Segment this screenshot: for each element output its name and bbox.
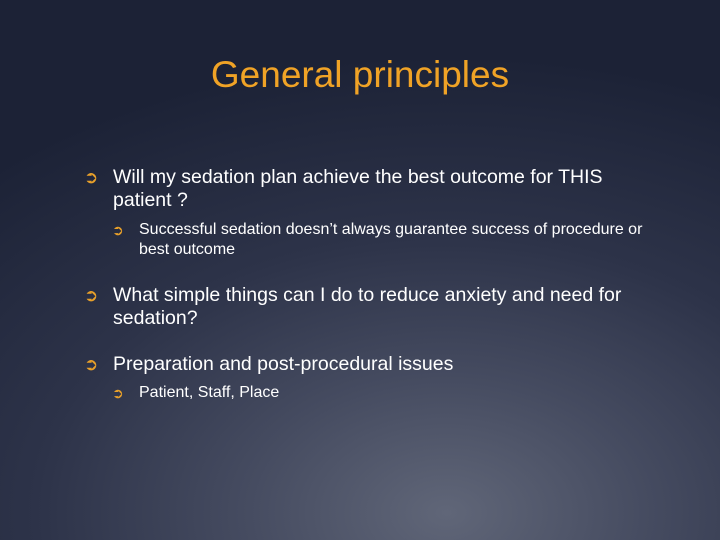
bullet-text: Preparation and post-procedural issues bbox=[113, 353, 454, 375]
bullet-item bbox=[84, 166, 644, 212]
bullet-item bbox=[84, 284, 644, 330]
arrow-bullet-icon: ➲ bbox=[112, 222, 124, 238]
sub-bullet-item bbox=[112, 220, 652, 260]
bullet-item bbox=[84, 353, 644, 376]
bullet-text: What simple things can I do to reduce anxiety and need for sedation? bbox=[113, 284, 622, 329]
sub-bullet-text: Successful sedation doesn’t always guarantee success of procedure or best outcome bbox=[139, 221, 643, 258]
sub-bullet-text: Patient, Staff, Place bbox=[139, 384, 280, 401]
bullet-text: Will my sedation plan achieve the best outcome for THIS patient ? bbox=[113, 166, 603, 211]
arrow-bullet-icon: ➲ bbox=[84, 355, 99, 374]
arrow-bullet-icon: ➲ bbox=[112, 385, 124, 401]
arrow-bullet-icon: ➲ bbox=[84, 286, 99, 305]
arrow-bullet-icon: ➲ bbox=[84, 168, 99, 187]
sub-bullet-item bbox=[112, 383, 652, 403]
slide-title: General principles bbox=[210, 54, 510, 95]
